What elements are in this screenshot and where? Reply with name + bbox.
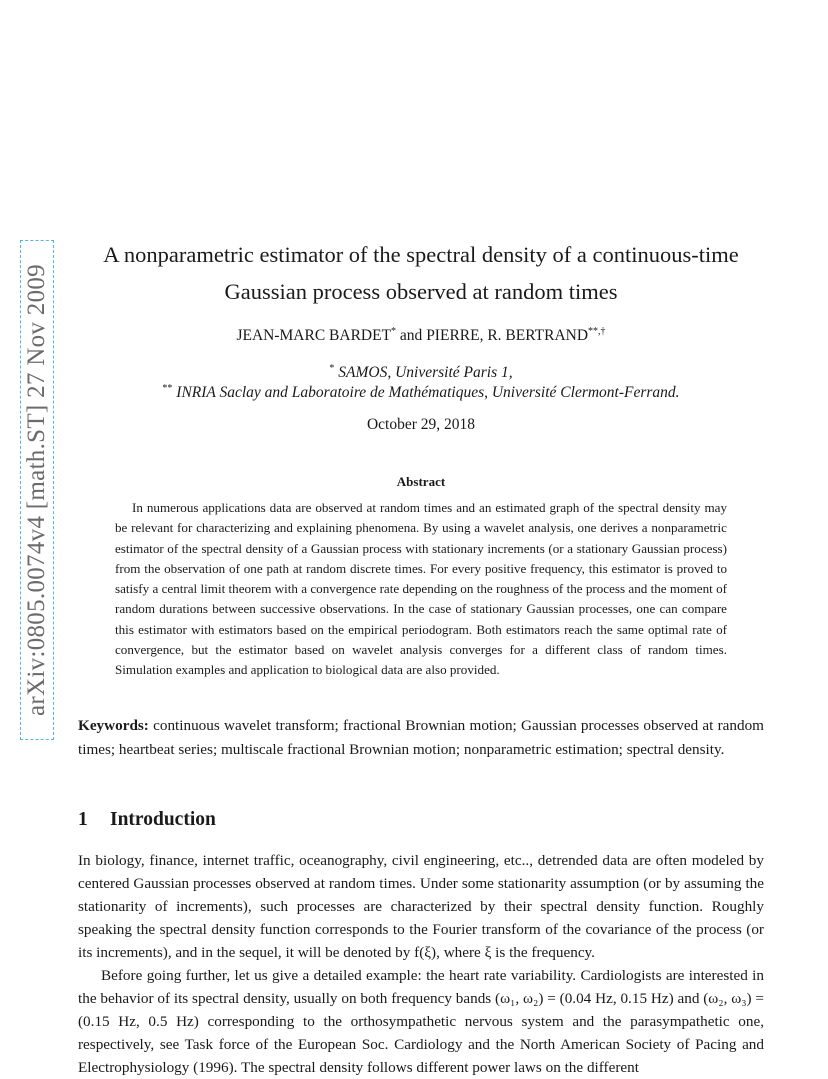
keywords-text: continuous wavelet transform; fractional Brownian motion; Gaussian processes observed at random times; heartbeat series; multiscale fractional Brownian motion; nonparametric estimation; spectral density. [78,717,764,758]
author-2-mark: **,† [588,326,606,337]
paragraph-1: In biology, finance, internet traffic, oceanography, civil engineering, etc.., detrended data are often modeled by centered Gaussian processes observed at random times. Under some stationarity assumption (or by assuming the stationarity of increments), such processes are characterized by their spectral density function. Roughly speaking the spectral density function corresponds to the Fourier transform of the covariance of the process (or its increments), and in the sequel, it will be denoted by f(ξ), where ξ is the frequency. [78,852,764,961]
paragraph-2: Before going further, let us give a detailed example: the heart rate variability. Cardiologists are interested in the behavior of its spectral density, usually on both frequency bands (ω₁, ω₂) = (0.04 Hz, 0.15 Hz) and (ω₂, ω₃) = (0.15 Hz, 0.5 Hz) corresponding to the orthosympathetic nervous system and the parasympathetic one, respectively, see Task force of the European Soc. Cardiology and the North American Society of Pacing and Electrophysiology (1996). The spectral density follows different power laws on the different [78,967,764,1076]
paper-title [78,236,764,310]
author-conjunction: and [396,327,427,344]
introduction-body [78,849,764,1079]
abstract-text: In numerous applications data are observed at random times and an estimated graph of the spectral density may be relevant for characterizing and explaining phenomena. By using a wavelet analysis, one derives a nonparametric estimator of the spectral density of a Gaussian process with stationary increments (or a stationary Gaussian process) from the observation of one path at random discrete times. For every positive frequency, this estimator is proved to satisfy a central limit theorem with a convergence rate depending on the roughness of the process and the moment of random durations between successive observations. In the case of stationary Gaussian processes, one can compare this estimator with estimators based on the empirical periodogram. Both estimators reach the same optimal rate of convergence, but the estimator based on wavelet analysis converges for a different class of random times. Simulation examples and application to biological data are also provided. [115,500,727,678]
keywords-label: Keywords: [78,717,149,734]
section-title: Introduction [110,809,216,830]
paper-date: October 29, 2018 [366,416,476,433]
affiliation-1-text: SAMOS, Université Paris 1, [338,364,513,381]
keywords [78,714,764,762]
abstract-heading: Abstract [396,474,446,489]
author-2: PIERRE, R. BERTRAND [426,327,589,344]
section-number: 1 [78,809,88,830]
author-1-mark: * [391,326,397,337]
affiliation-1-mark: * [329,363,335,374]
arxiv-identifier: arXiv:0805.0074v4 [math.ST] 27 Nov 2009 [23,264,50,716]
affiliation-2-mark: ** [162,383,173,394]
affiliation-1 [78,363,764,382]
author-1: JEAN-MARC BARDET [236,327,392,344]
affiliation-2 [78,383,764,402]
section-heading [78,809,764,831]
author-list [78,326,764,345]
title-line-1: A nonparametric estimator of the spectral density of a continuous-time [103,242,739,267]
affiliation-2-text: INRIA Saclay and Laboratoire de Mathématiques, Université Clermont-Ferrand. [176,384,680,401]
title-line-2: Gaussian process observed at random times [224,279,618,304]
